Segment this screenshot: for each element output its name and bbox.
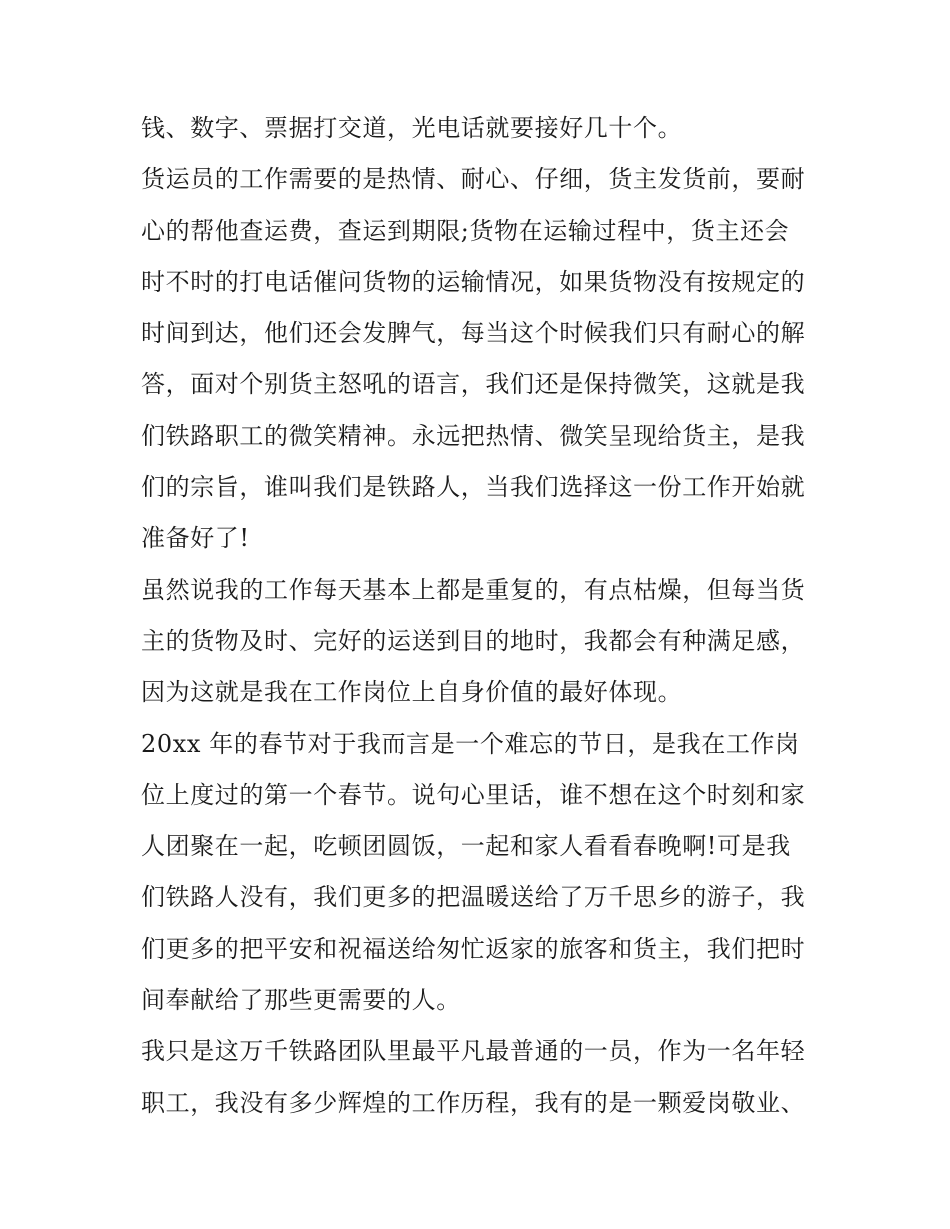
text-line: 准备好了!	[141, 524, 250, 553]
text-line: 间奉献给了那些更需要的人。	[141, 986, 461, 1015]
text-line: 职工，我没有多少辉煌的工作历程，我有的是一颗爱岗敬业、	[141, 1088, 806, 1117]
text-line: 时间到达，他们还会发脾气，每当这个时候我们只有耐心的解	[141, 319, 806, 348]
text-line: 钱、数字、票据打交道，光电话就要接好几十个。	[141, 114, 683, 142]
text-line: 们铁路职工的微笑精神。永远把热情、微笑呈现给货主，是我	[141, 421, 806, 450]
text-line: 我只是这万千铁路团队里最平凡最普通的一员，作为一名年轻	[141, 1037, 806, 1066]
text-line: 心的帮他查运费，查运到期限;货物在运输过程中，货主还会	[141, 216, 790, 245]
text-line: 位上度过的第一个春节。说句心里话，谁不想在这个时刻和家	[141, 780, 806, 809]
text-line: 们铁路人没有，我们更多的把温暖送给了万千思乡的游子，我	[141, 883, 806, 912]
text-line: 虽然说我的工作每天基本上都是重复的，有点枯燥，但每当货	[141, 575, 806, 604]
text-line: 们更多的把平安和祝福送给匆忙返家的旅客和货主，我们把时	[141, 934, 806, 963]
body-text	[141, 103, 821, 1129]
text-line: 人团聚在一起，吃顿团圆饭，一起和家人看看春晚啊!可是我	[141, 832, 791, 861]
text-line: 答，面对个别货主怒吼的语言，我们还是保持微笑，这就是我	[141, 370, 806, 399]
text-line: 20xx 年的春节对于我而言是一个难忘的节日，是我在工作岗	[141, 729, 800, 758]
text-line: 们的宗旨，谁叫我们是铁路人，当我们选择这一份工作开始就	[141, 473, 806, 502]
text-line: 因为这就是我在工作岗位上自身价值的最好体现。	[141, 678, 683, 707]
text-line: 货运员的工作需要的是热情、耐心、仔细，货主发货前，要耐	[141, 165, 806, 194]
text-line: 主的货物及时、完好的运送到目的地时，我都会有种满足感，	[141, 626, 806, 655]
text-line: 时不时的打电话催问货物的运输情况，如果货物没有按规定的	[141, 267, 806, 296]
